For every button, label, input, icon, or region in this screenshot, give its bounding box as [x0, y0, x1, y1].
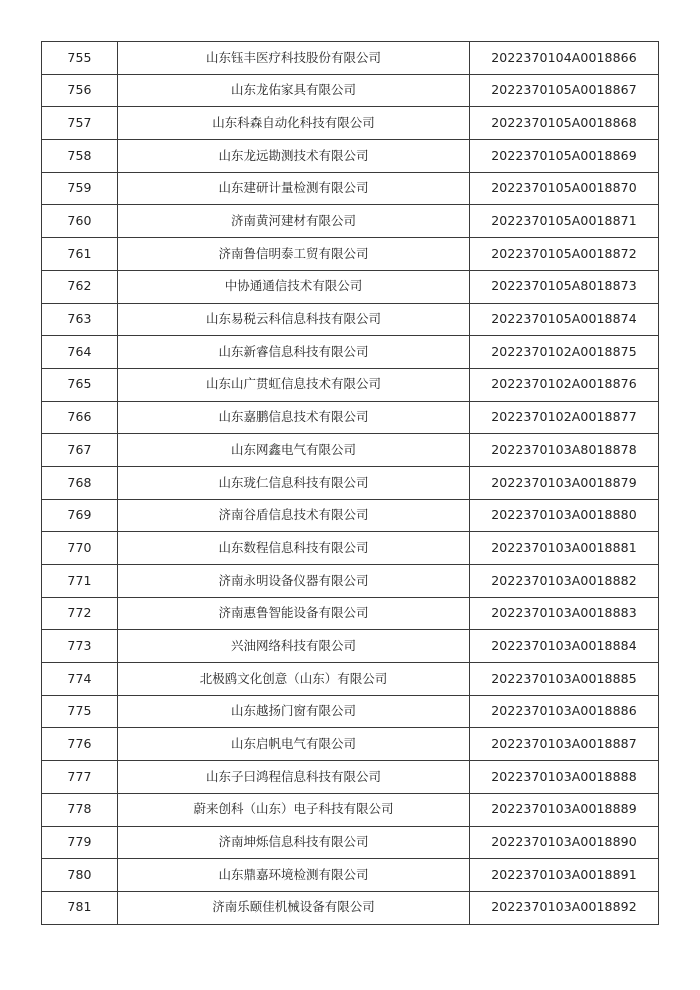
row-number-cell: 759 — [42, 172, 118, 205]
company-name-cell: 济南谷盾信息技术有限公司 — [118, 499, 470, 532]
row-number-cell: 755 — [42, 42, 118, 75]
row-number-cell: 779 — [42, 826, 118, 859]
company-name-cell: 济南惠鲁智能设备有限公司 — [118, 597, 470, 630]
registration-code-cell: 2022370105A0018867 — [470, 74, 659, 107]
registration-code-cell: 2022370105A8018873 — [470, 270, 659, 303]
company-name-cell: 山东子曰鸿程信息科技有限公司 — [118, 761, 470, 794]
registration-code-cell: 2022370103A0018887 — [470, 728, 659, 761]
row-number-cell: 757 — [42, 107, 118, 140]
row-number-cell: 763 — [42, 303, 118, 336]
table-row — [42, 859, 659, 892]
company-name-cell: 中协通通信技术有限公司 — [118, 270, 470, 303]
row-number-cell: 772 — [42, 597, 118, 630]
row-number-cell: 775 — [42, 695, 118, 728]
registration-code-cell: 2022370103A0018885 — [470, 663, 659, 696]
row-number-cell: 768 — [42, 466, 118, 499]
registration-code-cell: 2022370103A0018890 — [470, 826, 659, 859]
company-name-cell: 山东钰丰医疗科技股份有限公司 — [118, 42, 470, 75]
company-name-cell: 济南永明设备仪器有限公司 — [118, 565, 470, 598]
row-number-cell: 771 — [42, 565, 118, 598]
company-name-cell: 济南黄河建材有限公司 — [118, 205, 470, 238]
row-number-cell: 761 — [42, 238, 118, 271]
row-number-cell: 769 — [42, 499, 118, 532]
table-row — [42, 891, 659, 924]
table-row — [42, 270, 659, 303]
registration-code-cell: 2022370102A0018875 — [470, 336, 659, 369]
company-name-cell: 山东龙佑家具有限公司 — [118, 74, 470, 107]
registration-code-cell: 2022370103A0018879 — [470, 466, 659, 499]
table-row — [42, 336, 659, 369]
table-row — [42, 140, 659, 173]
company-registry-table — [41, 41, 659, 925]
company-name-cell: 山东嘉鹏信息技术有限公司 — [118, 401, 470, 434]
company-name-cell: 山东龙远勘测技术有限公司 — [118, 140, 470, 173]
row-number-cell: 770 — [42, 532, 118, 565]
registration-code-cell: 2022370103A0018884 — [470, 630, 659, 663]
company-name-cell: 山东新睿信息科技有限公司 — [118, 336, 470, 369]
table-row — [42, 728, 659, 761]
row-number-cell: 766 — [42, 401, 118, 434]
table-row — [42, 401, 659, 434]
registration-code-cell: 2022370103A0018880 — [470, 499, 659, 532]
row-number-cell: 773 — [42, 630, 118, 663]
company-name-cell: 蔚来创科（山东）电子科技有限公司 — [118, 793, 470, 826]
company-name-cell: 山东启帆电气有限公司 — [118, 728, 470, 761]
registration-code-cell: 2022370103A0018888 — [470, 761, 659, 794]
company-name-cell: 山东越扬门窗有限公司 — [118, 695, 470, 728]
table-row — [42, 663, 659, 696]
registration-code-cell: 2022370103A0018881 — [470, 532, 659, 565]
table-row — [42, 74, 659, 107]
registration-code-cell: 2022370103A8018878 — [470, 434, 659, 467]
table-row — [42, 499, 659, 532]
row-number-cell: 767 — [42, 434, 118, 467]
table-row — [42, 172, 659, 205]
company-name-cell: 山东山广贯虹信息技术有限公司 — [118, 368, 470, 401]
registration-code-cell: 2022370103A0018889 — [470, 793, 659, 826]
registration-code-cell: 2022370105A0018874 — [470, 303, 659, 336]
registration-code-cell: 2022370103A0018891 — [470, 859, 659, 892]
row-number-cell: 756 — [42, 74, 118, 107]
table-row — [42, 107, 659, 140]
table-row — [42, 793, 659, 826]
table-row — [42, 630, 659, 663]
table-row — [42, 368, 659, 401]
registration-code-cell: 2022370104A0018866 — [470, 42, 659, 75]
registration-code-cell: 2022370103A0018882 — [470, 565, 659, 598]
registration-code-cell: 2022370102A0018877 — [470, 401, 659, 434]
registration-code-cell: 2022370105A0018870 — [470, 172, 659, 205]
company-name-cell: 济南乐颐佳机械设备有限公司 — [118, 891, 470, 924]
row-number-cell: 778 — [42, 793, 118, 826]
registration-code-cell: 2022370105A0018871 — [470, 205, 659, 238]
table-row — [42, 205, 659, 238]
row-number-cell: 776 — [42, 728, 118, 761]
registration-code-cell: 2022370105A0018872 — [470, 238, 659, 271]
table-row — [42, 238, 659, 271]
company-name-cell: 北极鸥文化创意（山东）有限公司 — [118, 663, 470, 696]
company-name-cell: 山东网鑫电气有限公司 — [118, 434, 470, 467]
registration-code-cell: 2022370103A0018886 — [470, 695, 659, 728]
row-number-cell: 774 — [42, 663, 118, 696]
row-number-cell: 781 — [42, 891, 118, 924]
registration-code-cell: 2022370105A0018869 — [470, 140, 659, 173]
table-row — [42, 532, 659, 565]
company-name-cell: 山东珑仁信息科技有限公司 — [118, 466, 470, 499]
row-number-cell: 762 — [42, 270, 118, 303]
company-name-cell: 山东数程信息科技有限公司 — [118, 532, 470, 565]
company-name-cell: 山东易税云科信息科技有限公司 — [118, 303, 470, 336]
table-row — [42, 466, 659, 499]
table-row — [42, 695, 659, 728]
table-row — [42, 761, 659, 794]
company-name-cell: 山东科森自动化科技有限公司 — [118, 107, 470, 140]
table-row — [42, 303, 659, 336]
row-number-cell: 780 — [42, 859, 118, 892]
registration-code-cell: 2022370103A0018883 — [470, 597, 659, 630]
row-number-cell: 765 — [42, 368, 118, 401]
table-body — [42, 42, 659, 925]
table-row — [42, 565, 659, 598]
registration-code-cell: 2022370105A0018868 — [470, 107, 659, 140]
table-row — [42, 434, 659, 467]
table-row — [42, 597, 659, 630]
row-number-cell: 758 — [42, 140, 118, 173]
company-name-cell: 兴油网络科技有限公司 — [118, 630, 470, 663]
company-name-cell: 山东建研计量检测有限公司 — [118, 172, 470, 205]
company-name-cell: 济南鲁信明泰工贸有限公司 — [118, 238, 470, 271]
row-number-cell: 777 — [42, 761, 118, 794]
company-name-cell: 济南坤烁信息科技有限公司 — [118, 826, 470, 859]
company-name-cell: 山东鼎嘉环境检测有限公司 — [118, 859, 470, 892]
row-number-cell: 760 — [42, 205, 118, 238]
table-row — [42, 826, 659, 859]
table-row — [42, 42, 659, 75]
registration-code-cell: 2022370103A0018892 — [470, 891, 659, 924]
registration-code-cell: 2022370102A0018876 — [470, 368, 659, 401]
row-number-cell: 764 — [42, 336, 118, 369]
